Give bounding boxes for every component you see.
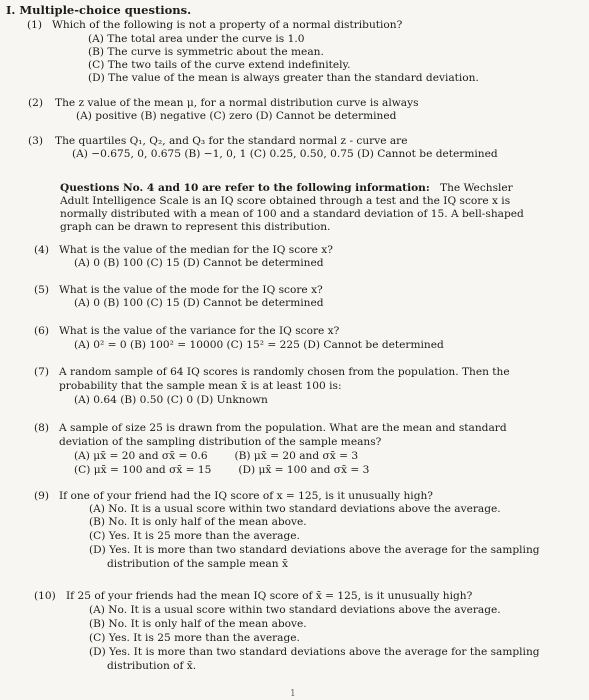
q1-option-a: (A) The total area under the curve is 1.0 (88, 33, 305, 45)
info-line-3: graph can be drawn to represent this distribution. (60, 221, 331, 233)
q10-stem: If 25 of your friends had the mean IQ score of x̄ = 125, is it unusually high? (66, 590, 473, 602)
q3-options: (A) −0.675, 0, 0.675 (B) −1, 0, 1 (C) 0.25, 0.50, 0.75 (D) Cannot be determined (72, 148, 498, 160)
q9-option-d: (D) Yes. It is more than two standard deviations above the average for the sampling (89, 544, 540, 556)
q8-options-row-1: (A) μx̄ = 20 and σx̄ = 0.6 (B) μx̄ = 20 and σx̄ = 3 (74, 450, 359, 462)
q8-number: (8) (34, 422, 50, 434)
q9-stem: If one of your friend had the IQ score of x = 125, is it unusually high? (59, 490, 433, 502)
q8-options-row-2: (C) μx̄ = 100 and σx̄ = 15 (D) μx̄ = 100 and σx̄ = 3 (74, 464, 370, 476)
q8-stem-line-1: A sample of size 25 is drawn from the population. What are the mean and standard (59, 422, 507, 434)
q2-number: (2) (28, 97, 44, 109)
page-number: 1 (290, 689, 296, 699)
q7-stem-line-1: A random sample of 64 IQ scores is randomly chosen from the population. Then the (59, 366, 510, 378)
q1-stem: Which of the following is not a property of a normal distribution? (52, 19, 403, 31)
info-line-1: Adult Intelligence Scale is an IQ score obtained through a test and the IQ score x is (60, 195, 511, 207)
q9-option-a: (A) No. It is a usual score within two standard deviations above the average. (89, 503, 501, 515)
q2-stem: The z value of the mean μ, for a normal distribution curve is always (55, 97, 419, 109)
q10-option-a: (A) No. It is a usual score within two standard deviations above the average. (89, 604, 501, 616)
q2-options: (A) positive (B) negative (C) zero (D) Cannot be determined (76, 110, 397, 122)
q10-option-d: (D) Yes. It is more than two standard deviations above the average for the sampling (89, 646, 540, 658)
q10-option-c: (C) Yes. It is 25 more than the average. (89, 632, 300, 644)
q5-stem: What is the value of the mode for the IQ score x? (59, 284, 323, 296)
q6-stem: What is the value of the variance for the IQ score x? (59, 325, 340, 337)
info-line-0: The Wechsler (440, 182, 513, 194)
q9-option-b: (B) No. It is only half of the mean above. (89, 516, 307, 528)
q4-options: (A) 0 (B) 100 (C) 15 (D) Cannot be determined (74, 257, 324, 269)
q3-number: (3) (28, 135, 44, 147)
q5-options: (A) 0 (B) 100 (C) 15 (D) Cannot be determined (74, 297, 324, 309)
q10-option-d-cont: distribution of x̄. (107, 660, 197, 672)
q4-stem: What is the value of the median for the IQ score x? (59, 244, 333, 256)
q1-option-d: (D) The value of the mean is always greater than the standard deviation. (88, 72, 479, 84)
q7-options: (A) 0.64 (B) 0.50 (C) 0 (D) Unknown (74, 394, 268, 406)
q5-number: (5) (34, 284, 50, 296)
section-title: I. Multiple-choice questions. (6, 3, 192, 17)
q1-option-b: (B) The curve is symmetric about the mean. (88, 46, 324, 58)
q1-option-c: (C) The two tails of the curve extend indefinitely. (88, 59, 351, 71)
q9-option-c: (C) Yes. It is 25 more than the average. (89, 530, 300, 542)
info-heading: Questions No. 4 and 10 are refer to the following information: (60, 182, 430, 194)
q6-options: (A) 0² = 0 (B) 100² = 10000 (C) 15² = 225 (D) Cannot be determined (74, 339, 444, 351)
q1-number: (1) (27, 19, 43, 31)
q10-number: (10) (34, 590, 56, 602)
q3-stem: The quartiles Q₁, Q₂, and Q₃ for the standard normal z - curve are (55, 135, 408, 147)
q10-option-b: (B) No. It is only half of the mean above. (89, 618, 307, 630)
q9-number: (9) (34, 490, 50, 502)
q6-number: (6) (34, 325, 50, 337)
q4-number: (4) (34, 244, 50, 256)
q7-stem-line-2: probability that the sample mean x̄ is at least 100 is: (59, 380, 342, 392)
q7-number: (7) (34, 366, 50, 378)
info-line-2: normally distributed with a mean of 100 and a standard deviation of 15. A bell-shaped (60, 208, 524, 220)
q8-stem-line-2: deviation of the sampling distribution of the sample means? (59, 436, 382, 448)
q9-option-d-cont: distribution of the sample mean x̄ (107, 558, 288, 570)
